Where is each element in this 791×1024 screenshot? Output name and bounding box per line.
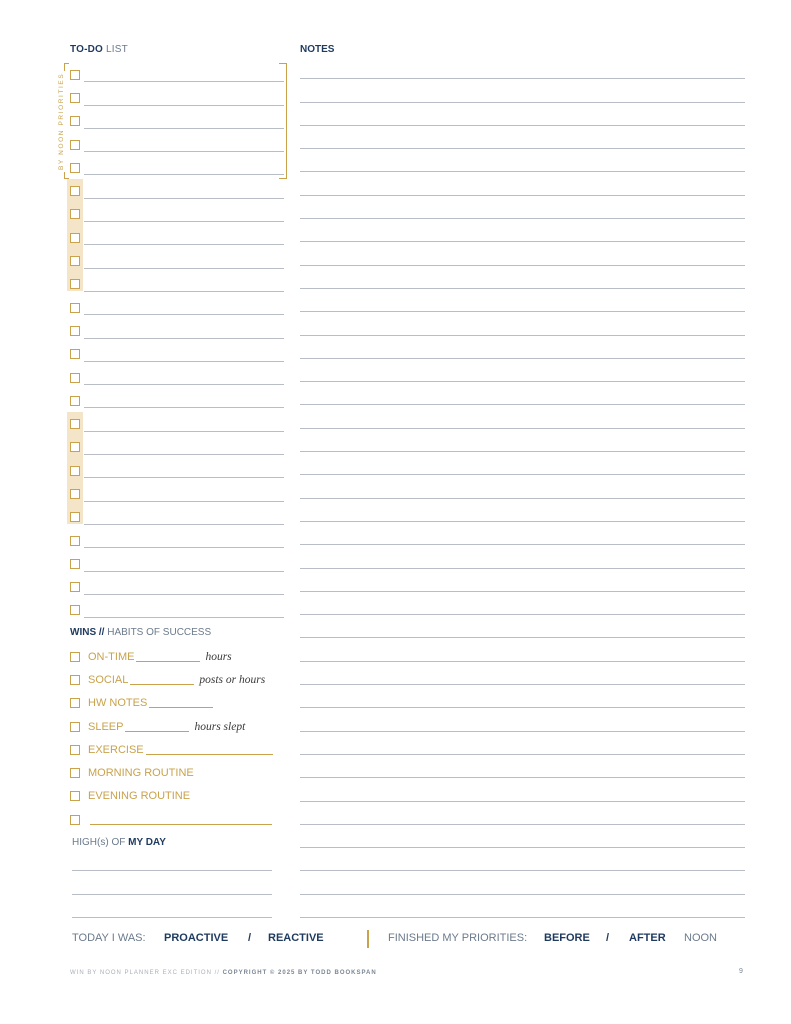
summary-divider [367,930,369,948]
todo-item [70,576,284,599]
todo-item [70,226,284,249]
high-heading-bold: MY DAY [128,837,166,848]
win-unit: posts or hours [199,673,266,686]
slash-separator: / [248,932,252,944]
todo-write-line[interactable] [84,361,284,362]
notes-write-line[interactable] [300,452,745,475]
todo-item [70,389,284,412]
noon-priorities-label: BY NOON PRIORITIES [58,72,65,170]
todo-checkbox[interactable] [70,303,80,313]
todo-checkbox[interactable] [70,279,80,289]
notes-write-line[interactable] [300,429,745,452]
notes-write-line[interactable] [300,172,745,195]
todo-checkbox[interactable] [70,326,80,336]
notes-write-line[interactable] [300,196,745,219]
win-label: MORNING ROUTINE [88,767,194,780]
todo-item [70,319,284,342]
notes-write-line[interactable] [300,359,745,382]
wins-heading [70,627,211,638]
wins-heading-light: HABITS OF SUCCESS [107,627,212,638]
win-unit: hours slept [194,720,246,733]
todo-checkbox[interactable] [70,373,80,383]
todo-write-line[interactable] [84,407,284,408]
notes-write-line[interactable] [300,475,745,498]
win-label: SOCIAL [88,673,129,686]
win-label: HW NOTES [88,697,148,710]
win-blank[interactable] [146,745,273,755]
footer [70,970,377,976]
todo-checkbox[interactable] [70,605,80,615]
todo-write-line[interactable] [84,314,284,315]
todo-write-line[interactable] [84,338,284,339]
todo-checkbox[interactable] [70,116,80,126]
todo-checkbox[interactable] [70,93,80,103]
todo-write-line[interactable] [84,81,284,82]
todo-checkbox[interactable] [70,233,80,243]
notes-write-line[interactable] [300,662,745,685]
notes-write-line[interactable] [300,778,745,801]
todo-checkbox[interactable] [70,396,80,406]
notes-write-line[interactable] [300,126,745,149]
todo-write-line[interactable] [84,244,284,245]
todo-item [70,599,284,622]
todo-write-line[interactable] [84,268,284,269]
notes-write-line[interactable] [300,56,745,79]
todo-write-line[interactable] [84,617,284,618]
todo-item [70,412,284,435]
write-line[interactable] [72,848,272,871]
todo-checkbox[interactable] [70,140,80,150]
noon-label: NOON [684,932,717,944]
todo-write-line[interactable] [84,594,284,595]
notes-write-line[interactable] [300,871,745,894]
notes-write-line[interactable] [300,755,745,778]
notes-write-line[interactable] [300,895,745,918]
todo-item [70,459,284,482]
todo-checkbox[interactable] [70,209,80,219]
todo-checkbox[interactable] [70,536,80,546]
todo-item [70,249,284,272]
todo-write-line[interactable] [84,291,284,292]
todo-checkbox[interactable] [70,419,80,429]
todo-write-line[interactable] [84,105,284,106]
todo-write-line[interactable] [84,454,284,455]
notes-write-line[interactable] [300,638,745,661]
todo-checkbox[interactable] [70,489,80,499]
todo-write-line[interactable] [84,431,284,432]
todo-write-line[interactable] [84,547,284,548]
todo-write-line[interactable] [84,477,284,478]
after-option[interactable]: AFTER [629,932,666,944]
todo-list [70,63,284,622]
high-of-day-lines [72,848,272,918]
notes-write-line[interactable] [300,569,745,592]
notes-write-line[interactable] [300,219,745,242]
notes-write-line[interactable] [300,708,745,731]
win-blank[interactable] [136,652,200,662]
notes-write-line[interactable] [300,242,745,265]
todo-item [70,366,284,389]
notes-write-line[interactable] [300,848,745,871]
todo-checkbox[interactable] [70,349,80,359]
notes-write-line[interactable] [300,732,745,755]
day-summary-bar [72,932,732,948]
win-label: EVENING ROUTINE [88,790,191,803]
todo-write-line[interactable] [84,524,284,525]
win-item-custom [70,808,280,831]
today-label: TODAY I WAS: [72,932,146,944]
todo-item [70,133,284,156]
notes-write-line[interactable] [300,79,745,102]
win-blank[interactable] [90,815,272,825]
page-number: 9 [739,968,743,975]
write-line[interactable] [72,871,272,894]
win-checkbox[interactable] [70,675,80,685]
footer-copyright: COPYRIGHT © 2025 BY TODD BOOKSPAN [222,970,377,976]
todo-write-line[interactable] [84,501,284,502]
win-label: SLEEP [88,720,124,733]
notes-write-line[interactable] [300,545,745,568]
notes-write-line[interactable] [300,382,745,405]
todo-item [70,86,284,109]
todo-checkbox[interactable] [70,512,80,522]
write-line[interactable] [72,895,272,918]
todo-checkbox[interactable] [70,256,80,266]
win-label: ON-TIME [88,650,135,663]
win-blank[interactable] [125,722,189,732]
before-option[interactable]: BEFORE [544,932,590,944]
high-of-day-heading [72,837,166,848]
notes-write-line[interactable] [300,499,745,522]
win-blank[interactable] [130,675,194,685]
win-item-evening-routine [70,785,280,808]
todo-item [70,436,284,459]
notes-write-line[interactable] [300,615,745,638]
win-checkbox[interactable] [70,745,80,755]
win-checkbox[interactable] [70,768,80,778]
todo-checkbox[interactable] [70,163,80,173]
win-checkbox[interactable] [70,815,80,825]
notes-write-line[interactable] [300,289,745,312]
footer-edition: WIN BY NOON PLANNER EXC EDITION // [70,970,220,976]
win-checkbox[interactable] [70,698,80,708]
todo-item [70,273,284,296]
high-heading-light: HIGH(s) OF [72,837,126,848]
todo-heading-light: LIST [106,44,128,55]
notes-write-line[interactable] [300,336,745,359]
win-unit: hours [205,650,232,663]
todo-checkbox[interactable] [70,559,80,569]
wins-list [70,645,280,831]
todo-write-line[interactable] [84,221,284,222]
todo-item [70,552,284,575]
proactive-option[interactable]: PROACTIVE [164,932,229,944]
todo-write-line[interactable] [84,571,284,572]
notes-write-line[interactable] [300,149,745,172]
notes-write-line[interactable] [300,266,745,289]
notes-write-line[interactable] [300,312,745,335]
notes-write-line[interactable] [300,592,745,615]
todo-checkbox[interactable] [70,70,80,80]
win-label: EXERCISE [88,743,144,756]
todo-item [70,343,284,366]
todo-item [70,156,284,179]
todo-write-line[interactable] [84,198,284,199]
win-checkbox[interactable] [70,652,80,662]
notes-heading: NOTES [300,44,335,55]
todo-item [70,482,284,505]
todo-checkbox[interactable] [70,582,80,592]
notes-write-line[interactable] [300,802,745,825]
win-item-hw-notes [70,692,280,715]
win-item-morning-routine [70,761,280,784]
todo-checkbox[interactable] [70,442,80,452]
todo-checkbox[interactable] [70,186,80,196]
todo-item [70,63,284,86]
todo-item [70,179,284,202]
todo-checkbox[interactable] [70,466,80,476]
todo-heading-bold: TO-DO [70,44,104,55]
todo-write-line[interactable] [84,384,284,385]
win-blank[interactable] [149,698,213,708]
win-item-social [70,668,280,691]
win-checkbox[interactable] [70,722,80,732]
todo-heading [70,44,128,55]
win-checkbox[interactable] [70,791,80,801]
notes-write-line[interactable] [300,685,745,708]
todo-item [70,203,284,226]
slash-separator: / [606,932,610,944]
todo-item [70,529,284,552]
notes-write-line[interactable] [300,405,745,428]
todo-item [70,506,284,529]
todo-write-line[interactable] [84,174,284,175]
todo-item [70,110,284,133]
notes-write-line[interactable] [300,103,745,126]
win-item-exercise [70,738,280,761]
reactive-option[interactable]: REACTIVE [268,932,324,944]
todo-write-line[interactable] [84,128,284,129]
finished-priorities-label: FINISHED MY PRIORITIES: [388,932,528,944]
win-item-sleep [70,715,280,738]
notes-lines [300,56,745,918]
todo-item [70,296,284,319]
todo-write-line[interactable] [84,151,284,152]
win-item-on-time [70,645,280,668]
notes-write-line[interactable] [300,522,745,545]
wins-heading-bold: WINS // [70,627,105,638]
notes-write-line[interactable] [300,825,745,848]
